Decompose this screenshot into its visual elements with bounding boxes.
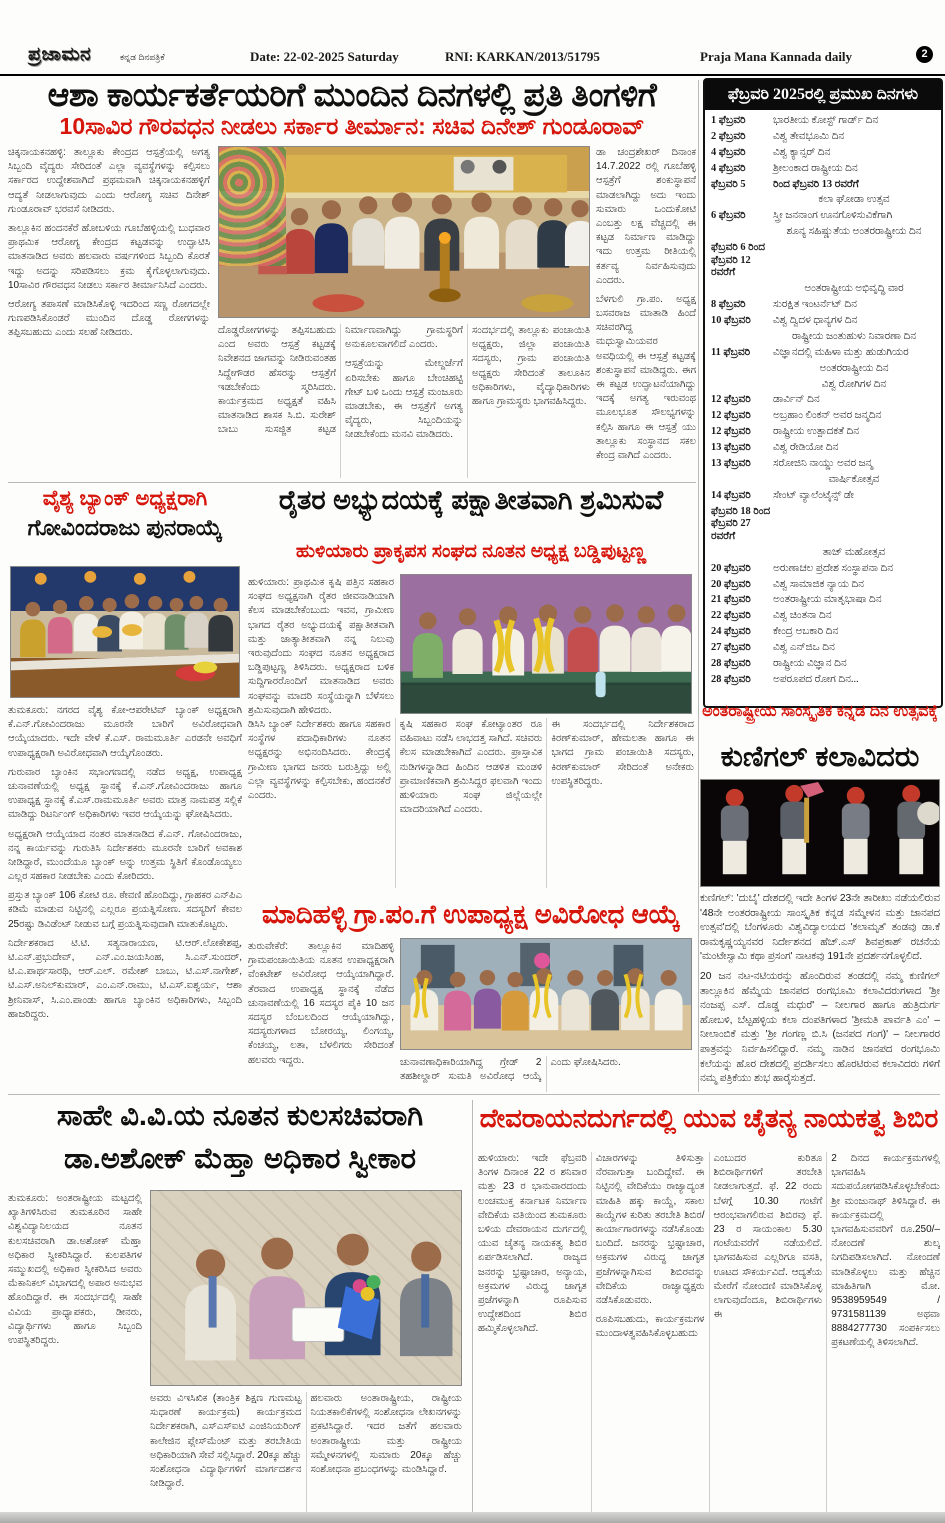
calendar-event: ಅಂತರಾಷ್ಟ್ರೀಯ ಮಾತೃಭಾಷಾ ದಿನ (773, 594, 882, 606)
lead-paragraph: ತಾಲ್ಲೂಕಿನ ಹಂದನಕೆರೆ ಹೋಬಳಿಯ ಗೂಬೆಹಳ್ಳಿಯಲ್ಲಿ ಬುಧವಾರ ಪ್ರಾಥಮಿಕ ಆರೋಗ್ಯ ಕೇಂದ್ರದ ಕಟ್ಟಡವನ್ನು ಉದ್ಘಾಟಿಸಿ ಮಾತನಾಡಿದ ಅವರು ಹಲವಾರು ವರ್ಷಗಳಿಂದ ಸಿಬ್ಬಂದಿ ಕೊರತೆ ಇದ್ದು ಅದನ್ನು ಸರಿಪಡಿಸಲು ಕ್ರಮ ಕೈಗೊಳ್ಳಲಾಗುವುದು. 10ಸಾವಿರ ಗೌರವಧನ ನೀಡಲು ಸರ್ಕಾರ ತೀರ್ಮಾನಿಸಿದೆ ಎಂದರು. (8, 222, 210, 291)
calendar-event: ರಾಷ್ಟ್ರೀಯ ಜಂತುಹುಳು ನಿವಾರಣಾ ದಿನ (792, 330, 916, 342)
camp-paragraph: ರೂಪಿಸಬಹುದು, ಕಾರ್ಯಕ್ರಮಗಳ ಮುಂದಾಳತ್ವವಹಿಸಿಕೊಳ್ಳಬಹುದು ಎಂಬುದರ ಕುರಿತೂ ಶಿಬಿರಾರ್ಥಿಗಳಿಗೆ ತರಬೇತಿ ನೀಡಲಾಗುತ್ತದೆ. ಫೆ. 22 ರಂದು ಬೆಳಗ್ಗೆ 10.30 ಗಂಟೆಗೆ ಆರಂಭವಾಗಲಿರುವ ಶಿಬಿರವು ಫೆ. 23 ರ ಸಾಯಂಕಾಲ 5.30 ಗಂಟೆಯವರೆಗೆ ನಡೆಯಲಿದೆ. ಭಾಗವಹಿಸುವ ಎಲ್ಲರಿಗೂ ವಸತಿ, ಊಟದ ಸೌಕರ್ಯವಿದೆ. ಆದ್ಯತೆಯ ಮೇರೆಗೆ ನೋಂದಣಿ ಮಾಡಿಸಿಕೊಳ್ಳ ಲಾಗುವುದೆಂದೂ, ಶಿಬಿರಾರ್ಥಿಗಳು ಈ (595, 1153, 823, 1340)
calendar-date: 13 ಫೆಬ್ರವರಿ (711, 442, 751, 453)
calendar-event: ಸುರಕ್ಷಿತ ಇಂಟರ್ನೆಟ್ ದಿನ (773, 299, 857, 311)
calendar-date (711, 226, 773, 239)
calendar-date: 10 ಫೆಬ್ರವರಿ (711, 315, 751, 326)
newspaper-logo: ಪ್ರಜಾಮನ (28, 44, 92, 65)
calendar-row (711, 315, 935, 328)
lead-right-column (596, 146, 696, 480)
calendar-row (711, 547, 935, 560)
sahe-paragraph: ಅವರು ವಿಇಸಿಖಿಕ (ತಾಂತ್ರಿಕ ಶಿಕ್ಷಣ ಗುಣಮಟ್ಟ ಸುಧಾರಣೆ ಕಾರ್ಯಕ್ರಮ) ಕಾರ್ಯಕ್ರಮದ ನಿರ್ದೇಶಕರಾಗಿ, ಎಸ್‌ಎಸ್‌ಐಟಿ ಎಂಜಿನಿಯರಿಂಗ್ ಕಾಲೇಜಿನ ಪ್ಲೇಸ್‌ಮೆಂಟ್ ಮತ್ತು ತರಬೇತಿಯ ಅಧಿಕಾರಿಯಾಗಿ ಸೇವೆ ಸಲ್ಲಿಸಿದ್ದಾರೆ. 20ಕ್ಕೂ ಹೆಚ್ಚು ಸಂಶೋಧನಾ ವಿದ್ಯಾರ್ಥಿಗಳಿಗೆ ಮಾರ್ಗದರ್ಶನ ನೀಡಿದ್ದಾರೆ. (150, 1393, 302, 1490)
calendar-row (711, 658, 935, 671)
calendar-event: ಕೇಂದ್ರ ಅಬಕಾರಿ ದಿನ (773, 626, 839, 638)
kunigal-headline-red: ಅಂತರಾಷ್ಟ್ರೀಯ ಸಾಂಸ್ಕೃತಿಕ ಕನ್ನಡ ದಿನ ಉತ್ಸವಕ್ಕೆ (702, 703, 938, 720)
calendar-date: 24 ಫೆಬ್ರವರಿ (711, 626, 751, 638)
farmers-paragraph: ಕೃಷಿ ಸಹಕಾರ ಸಂಘ ಕೋಟ್ಯಾಂತರ ರೂ ವಹಿವಾಟು ನಡೆಸಿ ಲಾಭದತ್ತ ಸಾಗಿದೆ. ಸಚಿವರು ಕೆಲಸ ಮಾಡಬೇಕಾಗಿದೆ ಎಂದರು. ಪ್ರಾಸ್ತಾವಿಕ ನುಡಿಗಳನ್ನಾಡಿದ ಹಿಂದಿನ ಆಡಳಿತ ಮಂಡಳಿ ಪ್ರಾಮಾಣಿಕವಾಗಿ ಶ್ರಮಿಸಿದ್ದರ ಫಲವಾಗಿ ಇಂದು ಹುಳಿಯಾರು ಸಂಘ ಜಿಲ್ಲೆಯಲ್ಲೇ ಮಾದರಿಯಾಗಿದೆ ಎಂದರು. (399, 719, 543, 816)
sahe-headline-line1: ಸಾಹೇ ವಿ.ವಿ.ಯ ನೂತನ ಕುಲಸಚಿವರಾಗಿ (56, 1100, 424, 1132)
calendar-event: ಕಲಾ ಘೋಡಾ ಉತ್ಸವ (818, 194, 890, 206)
camp-paragraph: ವಿಚಾರಗಳನ್ನು ತಿಳಿಸುತ್ತಾ ನೆರವಾಗುತ್ತಾ ಬಂದಿದ್ದೇವೆ. ಈ ನಿಟ್ಟಿನಲ್ಲಿ ವೇದಿಕೆಯು ರಾಜ್ಯಾದ್ಯಂತ ಮಾಹಿತಿ ಹಕ್ಕು ಕಾಯ್ದೆ, ಸಕಾಲ ಕಾಯ್ದೆಗಳ ಕುರಿತು ತರಬೇತಿ ಶಿಬಿರ/ ಕಾರ್ಯಾಗಾರಗಳನ್ನು ನಡೆಸಿಕೊಂಡು ಬಂದಿದೆ. ಜನರನ್ನು ಭ್ರಷ್ಟಾಚಾರ, ಅಕ್ರಮಗಳ ವಿರುದ್ಧ ಜಾಗೃತ ಪ್ರಜೆಗಳನ್ನಾಗಿಸುವ ಶಿಬಿರವನ್ನು ವೇದಿಕೆಯ ರಾಜ್ಯಾಧ್ಯಕ್ಷರು ನಡೆಸಿಕೊಡುವರು. (595, 1153, 705, 1306)
calendar-row (711, 131, 935, 144)
calendar-date: 12 ಫೆಬ್ರವರಿ (711, 394, 751, 406)
calendar-date (711, 379, 773, 392)
bank-headline-red: ವೈಶ್ಯ ಬ್ಯಾಂಕ್ ಅಧ್ಯಕ್ಷರಾಗಿ (42, 487, 208, 510)
lead-paragraph: ಡಾ ಚಂದ್ರಶೇಖರ್ ದಿನಾಂಕ 14.7.2022 ರಲ್ಲಿ ಗೂಬೆಹಳ್ಳಿ ಆಸ್ಪತ್ರೆಗೆ ಶಂಕುಸ್ಥಾಪನೆ ಮಾಡಲಾಗಿದ್ದು ಅದು ಇಂದು ಸುಮಾರು ಒಂದುಕೋಟಿ ಎಂಬತ್ತು ಲಕ್ಷ ವೆಚ್ಚದಲ್ಲಿ ಈ ಕಟ್ಟಡ ನಿರ್ಮಾಣ ಮಾಡಿದ್ದು ಇದು ಉತ್ತಮ ರೀತಿಯಲ್ಲಿ ಕರ್ತವ್ಯ ನಿರ್ವಹಿಸುವುದು ಎಂದರು. (596, 147, 696, 286)
page-number-badge: 2 (916, 46, 933, 63)
farmers-bottom-columns (248, 718, 694, 888)
calendar-row (711, 394, 935, 407)
calendar-row (711, 458, 935, 471)
calendar-date (711, 194, 773, 207)
madihalli-group-photo (400, 938, 692, 1050)
rni-number: RNI: KARKAN/2013/51795 (445, 49, 600, 64)
calendar-row (711, 242, 935, 280)
calendar-event: ವಿಶ್ವ ರೋಗಿಗಳ ದಿನ (821, 378, 887, 390)
calendar-event: ವಿಶ್ವ ಎನ್‌ಜಿಒ ದಿನ (773, 642, 835, 653)
farmers-paragraph: ಈ ಸಂದರ್ಭದಲ್ಲಿ ನಿರ್ದೇಶಕರಾದ ಕಿರಣ್‌ಕುಮಾರ್, ಹೇಮಲತಾ ಹಾಗೂ ಈ ಭಾಗದ ಗ್ರಾಮ ಪಂಚಾಯಿತಿ ಸದಸ್ಯರು, ಕಿರಣ್‌ಕುಮಾರ್ ಸೇರಿದಂತೆ ಅನೇಕರು ಉಪಸ್ಥಿತರಿದ್ದರು. (551, 719, 694, 787)
calendar-event: ತಾಜ್ ಮಹೋತ್ಸವ (822, 546, 886, 558)
calendar-row (711, 179, 935, 192)
calendar-date: 21 ಫೆಬ್ರವರಿ (711, 594, 751, 606)
section-rule (8, 1094, 940, 1095)
bank-paragraph: ತುಮಕೂರು: ನಗರದ ವೈಶ್ಯ ಕೋ-ಆಪರೇಟಿವ್ ಬ್ಯಾಂಕ್ ಅಧ್ಯಕ್ಷರಾಗಿ ಕೆ.ಎನ್.ಗೋವಿಂದರಾಜು ಮೂರನೇ ಬಾರಿಗೆ ಅವಿರೋಧವಾಗಿ ಆಯ್ಕೆಯಾದರು. ಇದೇ ವೇಳೆ ಕೆ.ಎಸ್. ರಾಮಮೂರ್ತಿ ಎರಡನೇ ಅವಧಿಗೆ ಉಪಾಧ್ಯಕ್ಷರಾಗಿ ಅವಿರೋಧವಾಗಿ ಆಯ್ಕೆಗೊಂಡರು. (8, 705, 242, 759)
farmers-photo-figures (401, 575, 691, 713)
camp-paragraph: ಹುಳಿಯಾರು: ಇದೇ ಫೆಬ್ರವರಿ ತಿಂಗಳ ದಿನಾಂಕ 22 ರ ಶನಿವಾರ ಮತ್ತು 23 ರ ಭಾನುವಾರದಂದು ಲಂಚಮುಕ್ತ ಕರ್ನಾಟಕ ನಿರ್ಮಾಣ ವೇದಿಕೆಯ ವತಿಯಿಂದ ತುಮಕೂರು ಬಳಿಯ ದೇವರಾಯನ ದುರ್ಗದಲ್ಲಿ ಯುವ ಚೈತನ್ಯ ನಾಯಕತ್ವ ಶಿಬಿರ ಏರ್ಪಡಿಸಲಾಗಿದೆ. ರಾಜ್ಯದ ಜನರನ್ನು ಭ್ರಷ್ಟಾಚಾರ, ಅನ್ಯಾಯ, ಅಕ್ರಮಗಳ ವಿರುದ್ಧ ಜಾಗೃತ ಪ್ರಜೆಗಳನ್ನಾಗಿ ರೂಪಿಸುವ ಉದ್ದೇಶದಿಂದ ಶಿಬಿರ ಹಮ್ಮಿಕೊಳ್ಳಲಾಗಿದೆ. (478, 1153, 587, 1335)
calendar-date: 20 ಫೆಬ್ರವರಿ (711, 578, 751, 590)
calendar-event: ಡಾರ್ವಿನ್ ದಿನ (773, 394, 820, 406)
calendar-row (711, 474, 935, 487)
kunigal-headline-black: ಕುಣಿಗಲ್ ಕಲಾವಿದರು (720, 741, 920, 773)
calendar-event: ಅಂತರಾಷ್ಟ್ರೀಯ ಅಭಿವೃದ್ಧಿ ವಾರ (804, 283, 904, 295)
lead-paragraph: ಸಂದರ್ಭದಲ್ಲಿ ತಾಲ್ಲೂಕು ಪಂಚಾಯಿತಿ ಅಧ್ಯಕ್ಷರು, ಜಿಲ್ಲಾ ಪಂಚಾಯಿತಿ ಸದಸ್ಯರು, ಗ್ರಾಮ ಪಂಚಾಯಿತಿ ಅಧ್ಯಕ್ಷರು ಸೇರಿದಂತೆ ತಾಲೂಕಿನ ಅಧಿಕಾರಿಗಳು, ವೈದ್ಯಾಧಿಕಾರಿಗಳು ಹಾಗೂ ಗ್ರಾಮಸ್ಥರು ಭಾಗವಹಿಸಿದ್ದರು. (472, 325, 590, 407)
lead-subheadline: 10ಸಾವಿರ ಗೌರವಧನ ನೀಡಲು ಸರ್ಕಾರ ತೀರ್ಮಾನ: ಸಚಿವ ದಿನೇಶ್ ಗುಂಡೂರಾವ್ (59, 113, 645, 139)
madihalli-headline: ಮಾದಿಹಳ್ಳಿ ಗ್ರಾ.ಪಂ.ಗೆ ಉಪಾಧ್ಯಕ್ಷ ಅವಿರೋಧ ಆಯ್ಕೆ (261, 899, 681, 929)
scan-edge-strip (0, 1512, 945, 1523)
calendar-date (711, 331, 773, 344)
camp-headline: ದೇವರಾಯನದುರ್ಗದಲ್ಲಿ ಯುವ ಚೈತನ್ಯ ನಾಯಕತ್ವ ಶಿಬಿರ (479, 1103, 939, 1133)
calendar-date: 13 ಫೆಬ್ರವರಿ (711, 457, 751, 469)
calendar-row (711, 194, 935, 207)
sahe-handover-photo (150, 1190, 462, 1386)
lead-paragraph: ಆರೋಗ್ಯ ತಪಾಸಣೆ ಮಾಡಿಸಿಕೊಳ್ಳಿ ಇದರಿಂದ ಸಣ್ಣ ರೋಗದಲ್ಲೇ ಗುಣಪಡಿಸಿಕೊಂಡರೆ ಮುಂದಿನ ದೊಡ್ಡ ರೋಗಗಳನ್ನು ತಪ್ಪಿಸಬಹುದು ಎಂದು ಸಲಹೆ ನೀಡಿದರು. (8, 298, 210, 339)
madihalli-paragraph: ಚುನಾವಣಾಧಿಕಾರಿಯಾಗಿದ್ದ ಗ್ರೇಡ್ 2 ತಹಶೀಲ್ದಾರ್ ಸುಮತಿ ಅವಿರೋಧ ಆಯ್ಕೆ ಎಂದು ಘೋಷಿಸಿದರು. (400, 1057, 621, 1083)
calendar-event: ಅರುಣಾಚಲ ಪ್ರದೇಶ ಸಂಸ್ಥಾಪನಾ ದಿನ (773, 562, 893, 574)
calendar-row (711, 363, 935, 376)
madihalli-photo-figures (401, 939, 691, 1049)
calendar-event: ಅಬ್ರಹಾಂ ಲಿಂಕನ್ ಅವರ ಜನ್ಮದಿನ (773, 410, 882, 422)
lead-paragraph: ಚಿಕ್ಕನಾಯಕನಹಳ್ಳಿ: ತಾಲ್ಲೂಕು ಕೇಂದ್ರದ ಆಸ್ಪತ್ರೆಯಲ್ಲಿ ಅಗತ್ಯ ಸಿಬ್ಬಂದಿ ವೈದ್ಯರು ಸೇರಿದಂತೆ ಎಲ್ಲಾ ವ್ಯವಸ್ಥೆಗಳನ್ನು ಕಲ್ಪಿಸಲು ಸರ್ಕಾರದ ಉದ್ದೇಶವಾಗಿದೆ ಪ್ರಥಮವಾಗಿ ಚಿಕ್ಕನಾಯಕನಹಳ್ಳಿಗೆ ಆದ್ಯತೆ ನೀಡಲಾಗುವುದು ಎಂದು ಆರೋಗ್ಯ ಸಚಿವ ದಿನೇಶ್ ಗುಂಡೂರಾವ್ ಭರವಸೆ ನೀಡಿದರು. (8, 147, 210, 215)
bank-headline-black: ಗೋವಿಂದರಾಜು ಪುನರಾಯ್ಕೆ (27, 515, 223, 540)
calendar-row (711, 506, 935, 544)
calendar-row (711, 210, 935, 223)
calendar-date: 14 ಫೆಬ್ರವರಿ (711, 489, 751, 501)
kunigal-paragraph: 20 ಜನ ನಟ-ನಟಿಯರನ್ನು ಹೊಂದಿರುವ ತಂಡದಲ್ಲಿ ನಮ್ಮ ಕುಣಿಗಲ್ ತಾಲ್ಲೂಕಿನ ಹೆಮ್ಮೆಯ ಜಾನಪದ ರಂಗಭೂಮಿ ಕಲಾವಿದರುಗಳಾದ 'ಶ್ರೀ ನಂಜಪ್ಪ ಎಸ್. ದೊಡ್ಡ ಮಧುರೆ' – ನೀಲಗಾರ ಹಾಗೂ ಹುತ್ರಿದುರ್ಗ ಹೋಬಳಿ, ಬೆಟ್ಟಹಳ್ಳಿಯ ಕಲಾ ದಂಪತಿಗಳಾದ 'ಶ್ರೀಮತಿ ಪಾರ್ವತಿ ಎಂ' – ನೀಲಾಂಬಿಕೆ ಮತ್ತು 'ಶ್ರೀ ಗಂಗಣ್ಣ ಬಿ.ಸಿ (ಜನಪದ ಗಂಗ)' – ನೀಲಗಾರರ ಪಾತ್ರವನ್ನು ನಿರ್ವಹಿಸಲಿದ್ದಾರೆ. ನಮ್ಮ ನಾಡಿನ ಜಾನಪದ ರಂಗಭೂಮಿ ಕಲೆಯನ್ನು ಹೊರ ದೇಶದಲ್ಲಿ ಪ್ರದರ್ಶಿಸಲು ಹೊರಟಿರುವ ಕಲಾವಿದರು ಗಳಿಗೆ ನಮ್ಮ ಪತ್ರಿಕೆಯು ಶುಭ ಹಾರೈಸುತ್ತದೆ. (700, 971, 940, 1085)
sahe-photo-figures (151, 1191, 461, 1385)
sahe-left-column (8, 1192, 142, 1514)
calendar-event (773, 506, 935, 544)
calendar-row (711, 147, 935, 160)
farmers-intro: ಹುಳಿಯಾರು: ಪ್ರಾಥಮಿಕ ಕೃಷಿ ಪತ್ತಿನ ಸಹಕಾರ ಸಂಘದ ಅಧ್ಯಕ್ಷನಾಗಿ ರೈತರ ಜೀವನಾಡಿಯಾಗಿ ಕೆಲಸ ಮಾಡಬೇಕೆಂಬುದು ಇವನ, ಗ್ರಾಮೀಣ ಭಾಗದ ರೈತರ ಅಭ್ಯುದಯಕ್ಕೆ ಪಕ್ಷಾತೀತವಾಗಿ ಮತ್ತು ಜಾತ್ಯಾತೀತವಾಗಿ ನನ್ನ ನಿಲುವು ಇರುವುದೆಂದು ಸಂಘದ ನೂತನ ಅಧ್ಯಕ್ಷರಾದ ಬಡ್ಡಿಪುಟ್ಟಣ್ಣ ತಿಳಿಸಿದರು. ಅಧ್ಯಕ್ಷರಾದ ಬಳಿಕ ಸುದ್ದಿಗಾರರೊಂದಿಗೆ ಮಾತನಾಡಿದ ಅವರು ಸಂಘವನ್ನು ಮಾದರಿ ಸಂಸ್ಥೆಯನ್ನಾಗಿ ಬೆಳೆಸಲು ಶ್ರಮಿಸುವುದಾಗಿ ಹೇಳಿದರು. (248, 577, 394, 716)
calendar-event: ಅಪರೂಪದ ರೋಗ ದಿನ... (773, 673, 859, 685)
sahe-headline-line2: ಡಾ.ಅಶೋಕ್ ಮೆಹ್ತಾ ಅಧಿಕಾರ ಸ್ವೀಕಾರ (64, 1143, 416, 1175)
calendar-event: ವಿಶ್ವ ಸಾಮಾಜಿಕ ನ್ಯಾಯ ದಿನ (773, 578, 864, 590)
lead-left-column (8, 146, 210, 480)
calendar-event: ವಿಜ್ಞಾನದಲ್ಲಿ ಮಹಿಳಾ ಮತ್ತು ಹುಡುಗಿಯರ (773, 346, 909, 358)
calendar-date: 28 ಫೆಬ್ರವರಿ (711, 673, 751, 685)
calendar-event: ವಿಶ್ವ ದ್ವಿದಳ ಧಾನ್ಯಗಳ ದಿನ (773, 315, 858, 326)
calendar-row (711, 115, 935, 128)
calendar-event: ಶ್ರೀಲಂಕಾದ ರಾಷ್ಟ್ರೀಯ ದಿನ (773, 162, 858, 174)
bank-paragraph: ನಿರ್ದೇಶಕರಾದ ಟಿ.ಟಿ. ಸತ್ಯನಾರಾಯಣ, ಟಿ.ಆರ್.ಲೋಕೇಶಪ್ಪ, ಟಿ.ಎನ್.ಪ್ರಭುದೇವ್, ಎನ್.ಎಂ.ಜಯಸಿಂಹ, ಸಿ.ಎನ್.ಸುಂದರ್, ಟಿ.ಎ.ಪಾರ್ಥಸಾರಥಿ, ಆರ್.ಎಲ್. ರಮೇಶ್ ಬಾಬು, ಟಿ.ಎಸ್.ನಾಗೇಶ್, ಟಿ.ಎಸ್.ಅನಿಲ್‌ಕುಮಾರ್, ಎಂ.ಎನ್.ರಾಮು, ಟಿ.ಎಸ್.ಐಶ್ವರ್ಯ, ಆಶಾ ಶ್ರೀನಿವಾಸ್, ಸಿ.ಎಂ.ಪಾಂಡು ಹಾಗೂ ಬ್ಯಾಂಕಿನ ಅಧಿಕಾರಿಗಳು, ಸಿಬ್ಬಂದಿ ಹಾಜರಿದ್ದರು. (8, 937, 242, 1020)
madihalli-intro-column (248, 940, 394, 1090)
calendar-date: ಫೆಬ್ರವರಿ 18 ರಿಂದ ಫೆಬ್ರವರಿ 27 ರವರೆಗೆ (711, 505, 771, 542)
farmers-paragraph: ಡಿಸಿಸಿ ಬ್ಯಾಂಕ್ ನಿರ್ದೇಶಕರು ಹಾಗೂ ಸಹಕಾರ ಸಂಸ್ಥೆಗಳ ಪದಾಧಿಕಾರಿಗಳು ನೂತನ ಅಧ್ಯಕ್ಷರನ್ನು ಅಭಿನಂದಿಸಿದರು. ಕೇಂದ್ರಕ್ಕೆ ಗ್ರಾಮೀಣ ಭಾಗದ ಜನರು ಬರುತ್ತಿದ್ದು ಅಲ್ಲಿ ಎಲ್ಲಾ ವ್ಯವಸ್ಥೆಗಳನ್ನು ಕಲ್ಪಿಸಬೇಕು, ಹಂದನಕೆರೆ ಎಂದರು. (248, 719, 391, 801)
calendar-event: ಸರೋಜಿನಿ ನಾಯ್ಡು ಅವರ ಜನ್ಮ (773, 457, 873, 469)
calendar-list (705, 110, 941, 686)
farmers-subheadline: ಹುಳಿಯಾರು ಪ್ರಾಕೃಪಸ ಸಂಘದ ನೂತನ ಅಧ್ಯಕ್ಷ ಬಡ್ಡಿಪುಟ್ಟಣ್ಣ (295, 541, 647, 562)
calendar-row (711, 331, 935, 344)
floral-decoration (219, 147, 286, 266)
sahe-paragraph: ಹಲವಾರು ಅಂತಾರಾಷ್ಟ್ರೀಯ, ರಾಷ್ಟ್ರೀಯ ನಿಯತಕಾಲಿಕೆಗಳಲ್ಲಿ ಸಂಶೋಧನಾ ಲೇಖನಗಳನ್ನು ಪ್ರಕಟಿಸಿದ್ದಾರೆ. ಇದರ ಜತೆಗೆ ಹಲವಾರು ಅಂತಾರಾಷ್ಟ್ರೀಯ ಮತ್ತು ರಾಷ್ಟ್ರೀಯ ಸಮ್ಮೇಳನಗಳಲ್ಲಿ ಸುಮಾರು 20ಕ್ಕೂ ಹೆಚ್ಚು ಸಂಶೋಧನಾ ಪ್ರಬಂಧಗಳನ್ನು ಮಂಡಿಸಿದ್ದಾರೆ. (310, 1393, 462, 1475)
calendar-title: ಫೆಬ್ರವರಿ 2025ರಲ್ಲಿ ಪ್ರಮುಖ ದಿನಗಳು (705, 80, 941, 110)
calendar-event: ಸೇಂಟ್ ವ್ಯಾಲೆಂಟೈನ್ಸ್ ಡೇ (773, 489, 854, 501)
calendar-row (711, 490, 935, 503)
calendar-row (711, 226, 935, 239)
calendar-date (711, 363, 773, 376)
kunigal-photo-figures (701, 780, 939, 886)
calendar-date (711, 283, 773, 296)
calendar-date (711, 547, 773, 560)
camp-paragraph: 2 ದಿನದ ಕಾರ್ಯಕ್ರಮಗಳಲ್ಲಿ ಭಾಗವಹಿಸಿ ಸದುಪಯೋಗಪಡಿಸಿಕೊಳ್ಳಬೇಕೆಂದು ಶ್ರೀ ಮಂಜುನಾಥ್ ತಿಳಿಸಿದ್ದಾರೆ. ಈ ಕಾರ್ಯಕ್ರಮದಲ್ಲಿ ಭಾಗವಹಿಸುವವರಿಗೆ ರೂ.250/– ನೋಂದಣೆ ಶುಲ್ಕ ನಿಗದಿಪಡಿಸಲಾಗಿದೆ. ನೋಂದಣೆ ಮಾಡಿಕೊಳ್ಳಲು ಮತ್ತು ಹೆಚ್ಚಿನ ಮಾಹಿತಿಗಾಗಿ ಮೋ. 9538959549 / 9731581139 ಅಥವಾ 8884277730 ಸಂಪರ್ಕಿಸಲು ಪ್ರಕಟಣೆಯಲ್ಲಿ ತಿಳಿಸಲಾಗಿದೆ. (831, 1153, 940, 1349)
calendar-date: 8 ಫೆಬ್ರವರಿ (711, 299, 746, 311)
calendar-event: ರಾಷ್ಟ್ರೀಯ ವಿಜ್ಞಾನ ದಿನ (773, 657, 847, 669)
calendar-date: 22 ಫೆಬ್ರವರಿ (711, 610, 751, 622)
bank-paragraph: ಅಧ್ಯಕ್ಷರಾಗಿ ಆಯ್ಕೆಯಾದ ನಂತರ ಮಾತನಾಡಿದ ಕೆ.ಎನ್. ಗೋವಿಂದರಾಜು, ನನ್ನ ಕಾರ್ಯವನ್ನು ಗುರುತಿಸಿ ನಿರ್ದೇಶಕರು ಮೂರನೇ ಬಾರಿಗೆ ಅವಕಾಶ ನೀಡಿದ್ದಾರೆ, ಮುಂದೆಯೂ ಬ್ಯಾಂಕ್ ಅನ್ನು ಉತ್ತಮ ಸ್ಥಿತಿಗೆ ಕೊಂಡೊಯ್ಯಲು ಎಲ್ಲರ ಸಹಕಾರ ನೀಡಬೇಕು ಎಂದು ಕೋರಿದರು. (8, 828, 242, 883)
bank-meeting-photo (10, 566, 240, 698)
calendar-date: 27 ಫೆಬ್ರವರಿ (711, 642, 751, 653)
calendar-row (711, 299, 935, 312)
february-important-days-box (703, 78, 943, 708)
newspaper-logo-subtitle: ಕನ್ನಡ ದಿನಪತ್ರಿಕೆ (120, 52, 165, 62)
sahe-intro: ತುಮಕೂರು: ಅಂತರಾಷ್ಟ್ರೀಯ ಮಟ್ಟದಲ್ಲಿ ಖ್ಯಾತಿಗಳಿಸಿರುವ ತುಮಕೂರಿನ ಸಾಹೇ ವಿಶ್ವವಿದ್ಯಾನಿಲಯದ ನೂತನ ಕುಲಸಚಿವರಾಗಿ ಡಾ.ಅಶೋಕ್ ಮೆಹ್ತಾ ಅಧಿಕಾರ ಸ್ವೀಕರಿಸಿದ್ದಾರೆ. ಕುಲಪತಿಗಳ ಸಮ್ಮುಖದಲ್ಲಿ ಅಧಿಕಾರ ಸ್ವೀಕರಿಸಿದ ಅವರು ಮೆಕಾನಿಕಲ್ ವಿಭಾಗದಲ್ಲಿ ಅಪಾರ ಅನುಭವ ಹೊಂದಿದ್ದಾರೆ. ಈ ಸಂದರ್ಭದಲ್ಲಿ ಸಾಹೇ ವಿವಿಯ ಪ್ರಾಧ್ಯಾಪಕರು, ಡೀನರು, ವಿದ್ಯಾರ್ಥಿಗಳು ಹಾಗೂ ಸಿಬ್ಬಂದಿ ಉಪಸ್ಥಿತರಿದ್ದರು. (8, 1193, 142, 1346)
calendar-row (711, 626, 935, 639)
calendar-date: 20 ಫೆಬ್ರವರಿ (711, 562, 751, 574)
sahe-bottom-columns (150, 1392, 462, 1514)
calendar-row (711, 563, 935, 576)
lead-photo-lamp-lighting (218, 146, 590, 318)
kunigal-performers-photo (700, 779, 940, 887)
lead-headline: ಆಶಾ ಕಾರ್ಯಕರ್ತೆಯರಿಗೆ ಮುಂದಿನ ದಿನಗಳಲ್ಲಿ ಪ್ರತಿ ತಿಂಗಳಿಗೆ (47, 76, 657, 113)
lead-paragraph: ದೊಡ್ಡರೋಗಗಳನ್ನು ತಪ್ಪಿಸಬಹುದು ಎಂದ ಅವರು ಆಸ್ಪತ್ರೆ ಕಟ್ಟಡಕ್ಕೆ ನಿವೇಶನದ ಜಾಗವನ್ನು ನೀಡಿರುವಂತಹ ಸಿದ್ದೇಗೌಡರ ಹೆಸರನ್ನು ಆಸ್ಪತ್ರೆಗೆ ಇಡಬೇಕೆಂದು ಸ್ಮರಿಸಿದರು. ಕಾರ್ಯಕ್ರಮದ ಅಧ್ಯಕ್ಷತೆ ವಹಿಸಿ ಮಾತನಾಡಿದ ಶಾಸಕ ಸಿ.ಬಿ. ಸುರೇಶ್ ಬಾಬು ಸುಸಜ್ಜಿತ ಕಟ್ಟಡ ನಿರ್ಮಾಣವಾಗಿದ್ದು ಗ್ರಾಮಸ್ಥರಿಗೆ ಅನುಕೂಲವಾಗಲಿದೆ ಎಂದರು. (218, 325, 463, 436)
bank-body (8, 704, 242, 1090)
bank-photo-figures (11, 567, 239, 697)
calendar-row (711, 347, 935, 360)
calendar-date (711, 474, 773, 487)
calendar-date: 2 ಫೆಬ್ರವರಿ (711, 130, 746, 142)
calendar-event: ವಿಶ್ವ ರೇಡಿಯೋ ದಿನ (773, 442, 839, 453)
calendar-date: ಫೆಬ್ರವರಿ 5 (711, 178, 746, 190)
lead-paragraph: ಬೆಳಗುಲಿ ಗ್ರಾ.ಪಂ. ಅಧ್ಯಕ್ಷ ಬಸವರಾಜ ಮಾತಾಡಿ ಹಿಂದೆ ಸಚಿವರಗಿದ್ದ ಮಧುಸ್ವಾಮಿಯವರ ಅವಧಿಯಲ್ಲಿ ಈ ಆಸ್ಪತ್ರೆ ಕಟ್ಟಡಕ್ಕೆ ಶಂಕುಸ್ಥಾಪನೆ ಮಾಡಿದ್ದರು. ಈಗ ಈ ಕಟ್ಟಡ ಉದ್ಘಾಟನೆಯಾಗಿದ್ದು ಇದಕ್ಕೆ ಅಗತ್ಯ ಇರುವಂಥ ಮೂಲಭೂತ ಸೌಲಭ್ಯಗಳನ್ನು ಕಲ್ಪಿಸಿ ಹಾಗೂ ಈ ಆಸ್ಪತ್ರೆ ಯು ತಾಲ್ಲೂಕು ಸಂಸ್ಥಾನದ ಸಕಲ ಕೇಂದ್ರ ವಾಗಿದೆ ಎಂದರು. (596, 293, 696, 461)
farmers-garland-photo (400, 574, 692, 714)
madihalli-bottom-columns (400, 1056, 692, 1092)
kunigal-paragraph: ಕುಣಿಗಲ್: 'ದುಬೈ' ದೇಶದಲ್ಲಿ ಇದೇ ತಿಂಗಳ 23ನೇ ತಾರೀಖು ನಡೆಯಲಿರುವ '48ನೇ ಅಂತರರಾಷ್ಟ್ರೀಯ ಸಾಂಸ್ಕೃತಿಕ ಕನ್ನಡ ಸಮ್ಮೇಳನ ಮತ್ತು ಜಾನಪದ ಉತ್ಸವ'ದಲ್ಲಿ ಬೆಂಗಳೂರು ವಿಶ್ವವಿದ್ಯಾಲಯದ 'ಕಲಾಮೃತ' ತಂಡವು ಡಾ.ಕೆ ರಾಮಕೃಷ್ಣಯ್ಯನವರ ನಿರ್ದೇಶನದ ಹೆಚ್.ಎಸ್ ಶಿವಪ್ರಕಾಶ್ ರಚನೆಯ 'ಮಂಟೇಸ್ವಾಮಿ ಕಥಾ ಪ್ರಸಂಗ' ನಾಟಕವು 191ನೇ ಪ್ರದರ್ಶನಗೊಳ್ಳಲಿದೆ. (700, 893, 940, 963)
calendar-row (711, 610, 935, 623)
vertical-rule (698, 80, 699, 1092)
calendar-row (711, 426, 935, 439)
paper-name-english: Praja Mana Kannada daily (700, 49, 853, 64)
calendar-event: ವಿಶ್ವ ತೇವಭೂಮಿ ದಿನ (773, 130, 845, 142)
lead-paragraph: ಆಸ್ಪತ್ರೆಯನ್ನು ಮೇಲ್ದರ್ಜೆಗೆ ಏರಿಸಬೇಕು ಹಾಗೂ ಬೇಂಚಿಹಟ್ಟಿ ಗೇಟ್ ಬಳಿ ಒಂದು ಆಸ್ಪತ್ರೆ ಮಂಜೂರು ಮಾಡಬೇಕು, ಈ ಆಸ್ಪತ್ರೆಗೆ ಅಗತ್ಯ ವೈದ್ಯರು, ಸಿಬ್ಬಂದಿಯನ್ನು ನೀಡಬೇಕೆಂದು ಮನವಿ ಮಾಡಿದರು. (345, 358, 463, 441)
calendar-date: 12 ಫೆಬ್ರವರಿ (711, 410, 751, 422)
calendar-row (711, 674, 935, 687)
calendar-row (711, 379, 935, 392)
calendar-date: ಫೆಬ್ರವರಿ 6 ರಿಂದ ಫೆಬ್ರವರಿ 12 ರವರೆಗೆ (711, 242, 765, 279)
calendar-event: ವಾರ್ಷಿಕೋತ್ಸವ (828, 473, 880, 485)
camp-columns (478, 1152, 940, 1512)
calendar-event: ಭಾರತೀಯ ಕೋಸ್ಟ್ ಗಾರ್ಡ್ ದಿನ (773, 115, 879, 126)
calendar-event: ಅಂತರರಾಷ್ಟ್ರೀಯ ದಿನ (819, 362, 889, 374)
calendar-event: ರಾಷ್ಟ್ರೀಯ ಉತ್ಪಾದಕತೆ ದಿನ (773, 426, 860, 438)
vertical-rule (472, 1100, 473, 1512)
calendar-event: ವಿಶ್ವ ಚಿಂತನಾ ದಿನ (773, 610, 832, 622)
farmers-headline: ರೈತರ ಅಭ್ಯುದಯಕ್ಕೆ ಪಕ್ಷಾತೀತವಾಗಿ ಶ್ರಮಿಸುವೆ (278, 485, 664, 515)
calendar-event: ವಿಶ್ವ ಕ್ಯಾನ್ಸರ್ ದಿನ (773, 146, 831, 158)
calendar-row (711, 579, 935, 592)
calendar-date: 6 ಫೆಬ್ರವರಿ (711, 210, 746, 222)
edition-date: Date: 22-02-2025 Saturday (250, 49, 399, 64)
calendar-row (711, 163, 935, 176)
calendar-date: 11 ಫೆಬ್ರವರಿ (711, 346, 751, 358)
kunigal-body (700, 892, 940, 1102)
calendar-event: ಶೂನ್ಯ ಸಹಿಷ್ಣುತೆಯ ಅಂತರರಾಷ್ಟ್ರೀಯ ದಿನ (786, 226, 922, 238)
calendar-event: ಸ್ತ್ರೀ ಜನನಾಂಗ ಊನಗೊಳಿಸುವಿಕೆಗಾಗಿ (773, 210, 893, 222)
bank-paragraph: ಪ್ರಸ್ತುತ ಬ್ಯಾಂಕ್ 106 ಕೋಟಿ ರೂ. ಠೇವಣಿ ಹೊಂದಿದ್ದು, ಗ್ರಾಹಕರ ಎನ್‌ಪಿಎ ಕಡಿಮೆ ಮಾಡುವ ನಿಟ್ಟಿನಲ್ಲಿ ಎಲ್ಲರೂ ಪ್ರಯತ್ನಿಸೋಣ. ಸದಸ್ಯರಿಗೆ ಕೇವಲ 25ರಷ್ಟು ಡಿವಿಡೆಂಟ್ ನೀಡುವ ಬಗ್ಗೆ ಪ್ರಯತ್ನಿಸುವುದಾಗಿ ಮಾತುಕೊಟ್ಟರು. (8, 890, 242, 930)
calendar-event (773, 242, 935, 280)
bank-paragraph: ಗುರುವಾರ ಬ್ಯಾಂಕಿನ ಸಭಾಂಗಣದಲ್ಲಿ ನಡೆದ ಅಧ್ಯಕ್ಷ, ಉಪಾಧ್ಯಕ್ಷ ಚುನಾವಣೆಯಲ್ಲಿ ಅಧ್ಯಕ್ಷ ಸ್ಥಾನಕ್ಕೆ ಕೆ.ಎನ್.ಗೋವಿಂದರಾಜು ಹಾಗೂ ಉಪಾಧ್ಯಕ್ಷ ಸ್ಥಾನಕ್ಕೆ ಕೆ.ಎಸ್.ರಾಮಮೂರ್ತಿ ಅವರು ಮಾತ್ರ ನಾಮಪತ್ರ ಸಲ್ಲಿಕೆ ಮಾಡಿದ್ದು ರಿಟರ್ನಿಂಗ್ ಅಧಿಕಾರಿಗಳು ಇವರ ಆಯ್ಕೆಯನ್ನು ಘೋಷಿಸಿದರು. (8, 766, 242, 821)
calendar-row (711, 283, 935, 296)
calendar-date: 28 ಫೆಬ್ರವರಿ (711, 657, 751, 669)
calendar-row (711, 410, 935, 423)
calendar-date: 1 ಫೆಬ್ರವರಿ (711, 115, 746, 126)
lead-bottom-columns (218, 324, 590, 478)
calendar-row (711, 594, 935, 607)
madihalli-intro: ತುರುವೇಕೆರೆ: ತಾಲ್ಲೂಕಿನ ಮಾದಿಹಳ್ಳಿ ಗ್ರಾಮಪಂಚಾಯಿತಿಯ ನೂತನ ಉಪಾಧ್ಯಕ್ಷರಾಗಿ ವೆಂಕಟೇಶ್ ಅವಿರೋಧ ಆಯ್ಕೆಯಾಗಿದ್ದಾರೆ. ತೆರವಾದ ಉಪಾಧ್ಯಕ್ಷ ಸ್ಥಾನಕ್ಕೆ ನೆಡೆದ ಚುನಾವಣೆಯಲ್ಲಿ 16 ಸದಸ್ಯರ ಪೈಕಿ 10 ಜನ ಸದಸ್ಯರ ಬೆಂಬಲದಿಂದ ಆಯ್ಕೆಯಾಗಿದ್ದು, ಸದಸ್ಯರುಗಳಾದ ಬೋರಯ್ಯ, ಲಿಂಗಯ್ಯ, ಕೆಂಚಯ್ಯ, ಲತಾ, ಬೆಳಲಿಗರು ಸೇರಿದಂತೆ ಹಲವರು ಇದ್ದರು. (248, 941, 394, 1066)
calendar-row (711, 642, 935, 655)
calendar-date: 4 ಫೆಬ್ರವರಿ (711, 146, 746, 158)
calendar-event: ರಿಂದ ಫೆಬ್ರವರಿ 13 ರವರೆಗೆ (773, 178, 859, 190)
calendar-date: 4 ಫೆಬ್ರವರಿ (711, 162, 746, 174)
section-rule (8, 482, 696, 483)
calendar-date: 12 ಫೆಬ್ರವರಿ (711, 426, 751, 438)
calendar-row (711, 442, 935, 455)
